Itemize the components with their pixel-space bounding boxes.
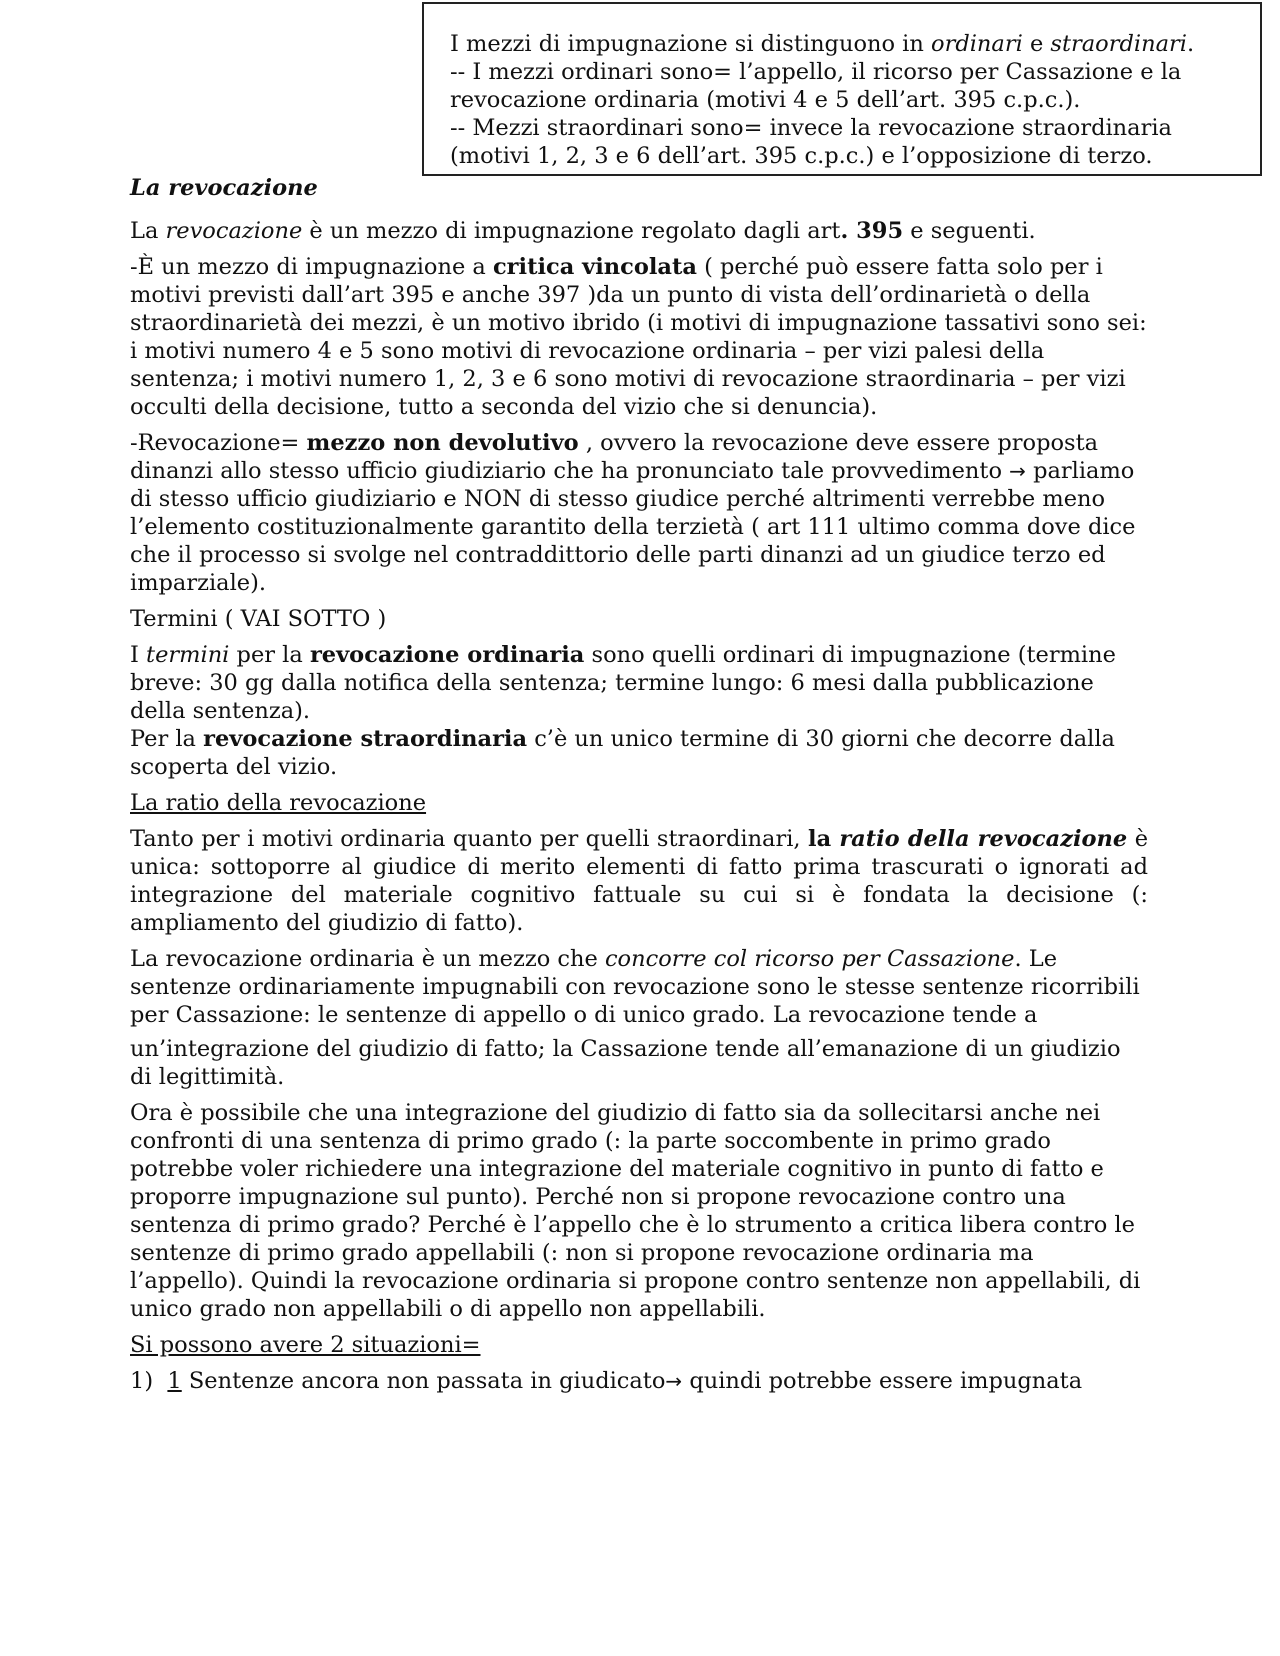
ordinari-term: ordinari <box>931 31 1023 57</box>
arrow-right-icon: → <box>1009 459 1026 483</box>
paragraph-non-devolutivo: -Revocazione= mezzo non devolutivo , ovvero la revocazione deve essere proposta dinanzi allo stesso ufficio giudiziario che ha pronunciato tale provvedimento → parliamo di stesso ufficio giudiziario e NON di stesso giudice perché altrimenti verrebbe meno l’elemento costituzionalmente garantito della terzietà ( art 111 ultimo comma dove dice che il processo si svolge nel contraddittorio delle parti dinanzi ad un giudice terzo ed imparziale). <box>130 430 1136 596</box>
box-line-2: -- I mezzi ordinari sono= l’appello, il ricorso per Cassazione e la revocazione ordinaria (motivi 4 e 5 dell’art. 395 c.p.c.). <box>450 59 1182 113</box>
situazioni-heading: Si possono avere 2 situazioni= <box>130 1332 481 1358</box>
ratio-heading: La ratio della revocazione <box>130 790 427 816</box>
summary-box <box>422 2 1262 176</box>
paragraph-ratio: Tanto per i motivi ordinaria quanto per quelli straordinari, la ratio della revocazione è unica: sottoporre al giudice di merito elementi di fatto prima trascurati o ignorati ad integrazione del materiale cognitivo fattuale su cui si è fondata la decisione (: ampliamento del giudizio di fatto). <box>130 826 1149 936</box>
section-title: La revocazione <box>130 175 318 201</box>
arrow-right-icon: → <box>665 1369 683 1393</box>
list-item: 1) 1 Sentenze ancora non passata in giudicato→ quindi potrebbe essere impugnata <box>130 1368 1083 1394</box>
box-line-3: -- Mezzi straordinari sono= invece la revocazione straordinaria (motivi 1, 2, 3 e 6 dell’art. 395 c.p.c.) e l’opposizione di terzo. <box>450 115 1172 169</box>
paragraph-critica-vincolata: -È un mezzo di impugnazione a critica vincolata ( perché può essere fatta solo per i motivi previsti dall’art 395 e anche 397 )da un punto di vista dell’ordinarietà o della straordinarietà dei mezzi, è un motivo ibrido (i motivi di impugnazione tassativi sono sei: i motivi numero 4 e 5 sono motivi di revocazione ordinaria – per vizi palesi della sentenza; i motivi numero 1, 2, 3 e 6 sono motivi di revocazione straordinaria – per vizi occulti della decisione, tutto a seconda del vizio che si denuncia). <box>130 254 1147 420</box>
paragraph-definition: La revocazione è un mezzo di impugnazione regolato dagli art. 395 e seguenti. <box>130 218 1036 244</box>
box-line-1: I mezzi di impugnazione si distinguono in ordinari e straordinari. <box>450 31 1195 57</box>
paragraph-primo-grado: Ora è possibile che una integrazione del giudizio di fatto sia da sollecitarsi anche nei confronti di una sentenza di primo grado (: la parte soccombente in primo grado potrebbe voler richiedere una integrazione del materiale cognitivo in punto di fatto e proporre impugnazione sul punto). Perché non si propone revocazione contro una sentenza di primo grado? Perché è l’appello che è lo strumento a critica libera contro le sentenze di primo grado appellabili (: non si propone revocazione ordinaria ma l’appello). Quindi la revocazione ordinaria si propone contro sentenze non appellabili, di unico grado non appellabili o di appello non appellabili. <box>130 1100 1141 1322</box>
document-body <box>130 170 1148 1403</box>
straordinari-term: straordinari <box>1050 31 1187 57</box>
termini-heading: Termini ( VAI SOTTO ) <box>130 606 387 632</box>
paragraph-ordinaria-cassazione: La revocazione ordinaria è un mezzo che concorre col ricorso per Cassazione. Le sentenze ordinariamente impugnabili con revocazione sono le stesse sentenze ricorribili per Cassazione: le sentenze di appello o di unico grado. La revocazione tende a un’integrazione del giudizio di fatto; la Cassazione tende all’emanazione di un giudizio di legittimità. <box>130 946 1140 1090</box>
paragraph-termini: I termini per la revocazione ordinaria sono quelli ordinari di impugnazione (termine breve: 30 gg dalla notifica della sentenza; termine lungo: 6 mesi dalla pubblicazione della sentenza). Per la revocazione straordinaria c’è un unico termine di 30 giorni che decorre dalla scoperta del vizio. <box>130 642 1116 780</box>
